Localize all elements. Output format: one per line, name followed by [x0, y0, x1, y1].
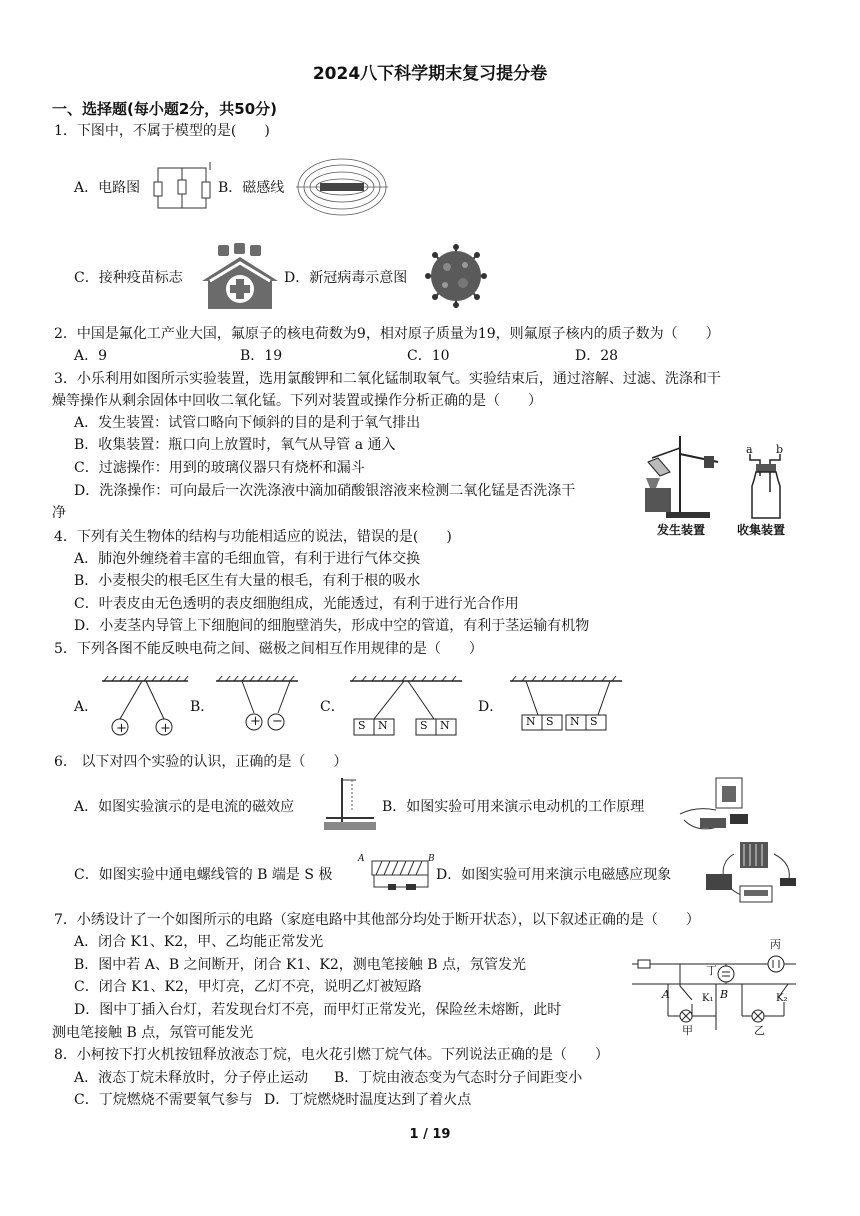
point-b-label: B: [720, 988, 729, 1001]
port-a-label: a: [746, 443, 753, 456]
q2-option-c: C．10: [407, 348, 450, 364]
port-b-label: b: [776, 443, 784, 456]
q1-stem: 1．下图中，不属于模型的是( ): [54, 123, 270, 139]
q8-option-b: B．丁烷由液态变为气态时分子间距变小: [334, 1070, 583, 1086]
q1-option-a: A．电路图: [74, 180, 141, 196]
q6-stem: 6． 以下对四个实验的认识，正确的是（ ）: [54, 754, 348, 770]
q5-stem: 5．下列各图不能反映电荷之间、磁极之间相互作用规律的是（ ）: [54, 641, 483, 657]
q6-option-b: B．如图实验可用来演示电动机的工作原理: [382, 799, 645, 815]
solenoid-figure: [366, 855, 436, 893]
q3-stem-line2: 燥等操作从剩余固体中回收二氧化锰。下列对装置或操作分析正确的是（ ）: [52, 393, 542, 409]
q7-option-d-line1: D．图中丁插入台灯，若发现台灯不亮，而甲灯正常发光，保险丝未熔断，此时: [74, 1002, 562, 1018]
vaccination-sign-icon: [200, 243, 280, 311]
q1-option-b: B．磁感线: [218, 180, 285, 196]
q3-option-d-line2: 净: [52, 505, 66, 521]
q3-stem-line1: 3．小乐利用如图所示实验装置，选用氯酸钾和二氧化锰制取氧气。实验结束后，通过溶解、过滤、洗涤和干: [54, 371, 721, 387]
charge-minus-label: −: [272, 714, 283, 729]
section-heading: 一、选择题(每小题2分，共50分): [52, 100, 278, 118]
lamp-yi-label: 乙: [754, 1024, 765, 1037]
q7-option-a: A．闭合 K1、K2，甲、乙均能正常发光: [74, 934, 324, 950]
pole-s-label: S: [420, 719, 428, 732]
q8-stem: 8．小柯按下打火机按钮释放液态丁烷，电火花引燃丁烷气体。下列说法正确的是（ ）: [54, 1047, 609, 1063]
q8-option-a: A．液态丁烷未释放时，分子停止运动: [74, 1070, 309, 1086]
charge-plus-label: +: [116, 721, 127, 736]
q4-stem: 4．下列有关生物体的结构与功能相适应的说法，错误的是( ): [54, 529, 452, 545]
collection-apparatus-caption: 收集装置: [737, 523, 786, 537]
q2-option-d: D．28: [575, 348, 619, 364]
q2-option-a: A．9: [74, 348, 108, 364]
switch-k2-label: K₂: [776, 993, 788, 1004]
pole-n-label: N: [526, 715, 536, 728]
socket-bing-label: 丙: [770, 938, 781, 951]
coil-end-a-label: A: [358, 854, 365, 864]
two-positive-charges-figure: [100, 675, 190, 743]
charge-plus-label: +: [250, 714, 261, 729]
coil-end-b-label: B: [428, 854, 435, 864]
coronavirus-illustration: [425, 243, 487, 309]
pole-n-label: N: [570, 715, 580, 728]
q3-option-b: B．收集装置：瓶口向上放置时，氧气从导管 a 通入: [74, 437, 396, 453]
page-title: 2024八下科学期末复习提分卷: [312, 64, 548, 84]
q4-option-c: C．叶表皮由无色透明的表皮细胞组成，光能透过，有利于进行光合作用: [74, 596, 519, 612]
q8-option-d: D．丁烷燃烧时温度达到了着火点: [264, 1092, 472, 1108]
q7-stem: 7．小绣设计了一个如图所示的电路（家庭电路中其他部分均处于断开状态），以下叙述正确的是（ ）: [54, 912, 700, 928]
pole-n-label: N: [440, 719, 450, 732]
q4-option-a: A．肺泡外缠绕着丰富的毛细血管，有利于进行气体交换: [74, 551, 421, 567]
q4-option-d: D．小麦茎内导管上下细胞间的细胞壁消失，形成中空的管道，有利于茎运输有机物: [74, 618, 590, 634]
q1-option-d: D．新冠病毒示意图: [284, 270, 408, 286]
magnetic-field-lines-figure: [296, 157, 388, 217]
q7-option-b: B．图中若 A、B 之间断开，闭合 K1、K2，测电笔接触 B 点，氖管发光: [74, 957, 526, 973]
q3-option-a: A．发生装置：试管口略向下倾斜的目的是利于氧气排出: [74, 415, 421, 431]
pole-s-label: S: [546, 715, 554, 728]
generation-apparatus-caption: 发生装置: [657, 523, 706, 537]
switch-k1-label: K₁: [702, 993, 714, 1004]
q7-option-c: C．闭合 K1、K2，甲灯亮，乙灯不亮，说明乙灯被短路: [74, 979, 422, 995]
q5-option-b: B．: [190, 699, 215, 715]
q4-option-b: B．小麦根尖的根毛区生有大量的根毛，有利于根的吸水: [74, 573, 421, 589]
pole-s-label: S: [590, 715, 598, 728]
household-circuit-figure: [628, 940, 800, 1042]
q2-option-b: B．19: [240, 348, 283, 364]
lamp-jia-label: 甲: [682, 1024, 693, 1037]
circuit-diagram-figure: [154, 162, 214, 214]
q5-option-c: C．: [320, 699, 345, 715]
oersted-experiment-figure: [322, 776, 378, 832]
q6-option-c: C．如图实验中通电螺线管的 B 端是 S 极: [74, 867, 333, 883]
q3-option-d-line1: D．洗涤操作：可向最后一次洗涤液中滴加硝酸银溶液来检测二氧化锰是否洗涤干: [74, 483, 576, 499]
pole-n-label: N: [378, 719, 388, 732]
q3-option-c: C．过滤操作：用到的玻璃仪器只有烧杯和漏斗: [74, 460, 365, 476]
q7-option-d-line2: 测电笔接触 B 点，氖管可能发光: [52, 1025, 254, 1041]
q6-option-a: A．如图实验演示的是电流的磁效应: [74, 799, 295, 815]
pole-s-label: S: [358, 719, 366, 732]
q5-option-a: A．: [74, 699, 99, 715]
motor-experiment-figure: [676, 776, 752, 836]
q5-option-d: D．: [478, 699, 504, 715]
page-number: 1 / 19: [409, 1127, 451, 1142]
q1-option-c: C．接种疫苗标志: [74, 270, 183, 286]
socket-ding-label: 丁: [706, 964, 717, 977]
electromagnetic-induction-figure: [704, 840, 798, 908]
point-a-label: A: [662, 988, 670, 1001]
charge-plus-label: +: [160, 721, 171, 736]
q6-option-d: D．如图实验可用来演示电磁感应现象: [436, 867, 672, 883]
gas-generation-apparatus: [640, 432, 728, 520]
q2-stem: 2．中国是氟化工产业大国，氟原子的核电荷数为9，相对原子质量为19，则氟原子核内的质子数为（ ）: [54, 326, 720, 342]
gas-collection-bottle: [742, 443, 792, 522]
q8-option-c: C．丁烷燃烧不需要氧气参与: [74, 1092, 253, 1108]
